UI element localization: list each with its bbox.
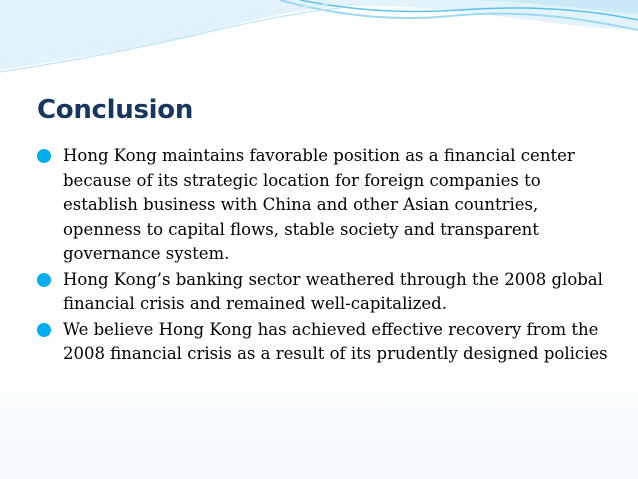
bullet-item bbox=[37, 318, 617, 367]
header-wave-decoration bbox=[0, 0, 638, 80]
bullet-dot-icon bbox=[37, 273, 51, 287]
bullet-text: Hong Kong maintains favorable position as a financial center because of its strategic location for foreign companies to establish business with China and other Asian countries, openness to capital flows, stable society and transparent governance system. bbox=[63, 146, 575, 263]
bullet-item bbox=[37, 144, 617, 267]
bullet-list bbox=[37, 144, 617, 368]
bullet-text: Hong Kong’s banking sector weathered through the 2008 global financial crisis and remained well-capitalized. bbox=[63, 269, 603, 313]
bullet-dot-icon bbox=[37, 149, 51, 163]
bullet-dot-icon bbox=[37, 323, 51, 337]
bullet-item bbox=[37, 268, 617, 317]
bullet-text: We believe Hong Kong has achieved effective recovery from the 2008 financial crisis as a result of its prudently designed policies bbox=[63, 319, 608, 363]
slide-title: Conclusion bbox=[37, 95, 194, 125]
